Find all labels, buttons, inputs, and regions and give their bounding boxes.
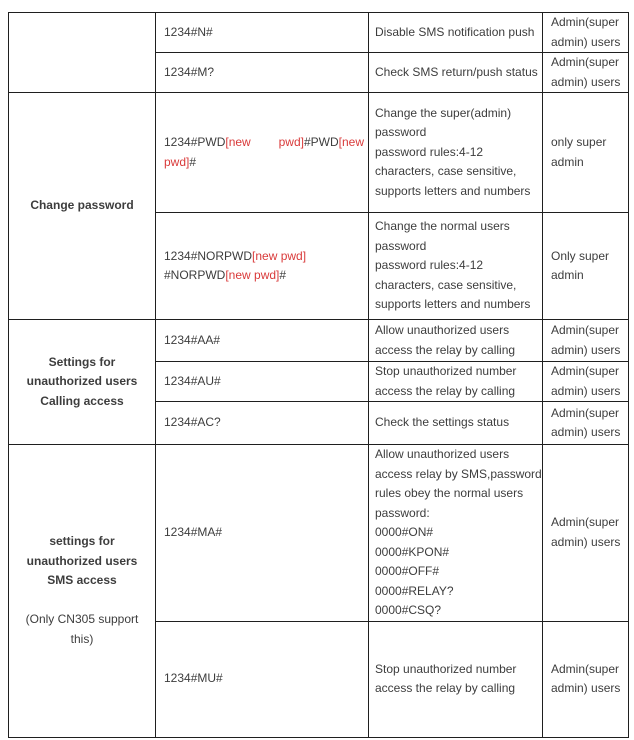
- users-text: only super admin: [551, 135, 607, 169]
- command-text: 1234#AC?: [164, 415, 221, 430]
- command-text-line1: 1234#PWD[new pwd]#PWD[new: [164, 135, 364, 149]
- users-text: Admin(super admin) users: [551, 323, 621, 357]
- users-cell: [543, 320, 629, 362]
- users-text: Admin(super admin) users: [551, 661, 621, 695]
- category-note: (Only CN305 support this): [25, 612, 139, 646]
- users-cell: [543, 93, 629, 213]
- table-row: [9, 445, 629, 622]
- table-row: [9, 93, 629, 213]
- command-cell: [156, 320, 369, 362]
- users-cell: [543, 362, 629, 402]
- description-text: Stop unauthorized number access the relay by calling: [375, 661, 517, 695]
- command-text-line1: 1234#NORPWD[new pwd]: [164, 248, 307, 263]
- description-cell: [369, 93, 543, 213]
- category-cell-calling-access: [9, 320, 156, 445]
- category-title: Settings for unauthorized users Calling access: [26, 354, 138, 408]
- users-cell: [543, 13, 629, 53]
- users-text: Only super admin: [551, 248, 610, 282]
- sms-command-table: [8, 12, 629, 738]
- table-row: [9, 320, 629, 362]
- command-cell: [156, 445, 369, 622]
- description-cell: [369, 213, 543, 320]
- description-cell: [369, 13, 543, 53]
- description-cell: [369, 320, 543, 362]
- users-text: Admin(super admin) users: [551, 15, 621, 49]
- description-text: Check the settings status: [375, 415, 510, 430]
- description-text: Check SMS return/push status: [375, 64, 538, 79]
- command-text: 1234#MU#: [164, 671, 223, 686]
- command-cell: [156, 13, 369, 53]
- command-cell: [156, 53, 369, 93]
- users-cell: [543, 445, 629, 622]
- description-cell: [369, 621, 543, 737]
- description-text: Stop unauthorized number access the relay by calling: [375, 364, 517, 398]
- description-text: Change the normal users password password rules:4-12 characters, case sensitive, supports letters and numbers: [375, 219, 531, 312]
- category-title: Change password: [30, 198, 134, 213]
- users-cell: [543, 53, 629, 93]
- users-text: Admin(super admin) users: [551, 55, 621, 89]
- command-text: 1234#N#: [164, 24, 213, 39]
- category-cell-change-password: [9, 93, 156, 320]
- category-spacer: [13, 591, 151, 611]
- users-text: Admin(super admin) users: [551, 364, 621, 398]
- command-cell: [156, 362, 369, 402]
- description-cell: [369, 402, 543, 445]
- description-cell: [369, 53, 543, 93]
- description-text: Change the super(admin) password password rules:4-12 characters, case sensitive, supports letters and numbers: [375, 105, 531, 198]
- users-cell: [543, 621, 629, 737]
- command-text: 1234#AA#: [164, 332, 221, 347]
- description-text: Allow unauthorized users access relay by SMS,password rules obey the normal users password: 0000#ON# 0000#KPON# 0000#OFF# 0000#RELAY? 0000#CSQ?: [375, 447, 542, 617]
- description-text: Allow unauthorized users access the relay by calling: [375, 323, 516, 357]
- description-text: Disable SMS notification push: [375, 24, 535, 39]
- command-cell: [156, 621, 369, 737]
- command-text-line2: #NORPWD[new pwd]#: [164, 268, 287, 282]
- command-text: 1234#MA#: [164, 525, 223, 539]
- users-text: Admin(super admin) users: [551, 515, 621, 549]
- command-cell: [156, 93, 369, 213]
- users-text: Admin(super admin) users: [551, 405, 621, 439]
- command-cell: [156, 402, 369, 445]
- table-row: [9, 13, 629, 53]
- command-text: 1234#M?: [164, 64, 215, 79]
- category-cell-sms-access: [9, 445, 156, 738]
- command-cell: [156, 213, 369, 320]
- command-text-line2: pwd]#: [164, 154, 197, 169]
- description-cell: [369, 445, 543, 622]
- description-cell: [369, 362, 543, 402]
- command-text: 1234#AU#: [164, 373, 221, 388]
- category-title: settings for unauthorized users SMS access: [26, 534, 138, 588]
- users-cell: [543, 213, 629, 320]
- category-cell-empty: [9, 13, 156, 93]
- users-cell: [543, 402, 629, 445]
